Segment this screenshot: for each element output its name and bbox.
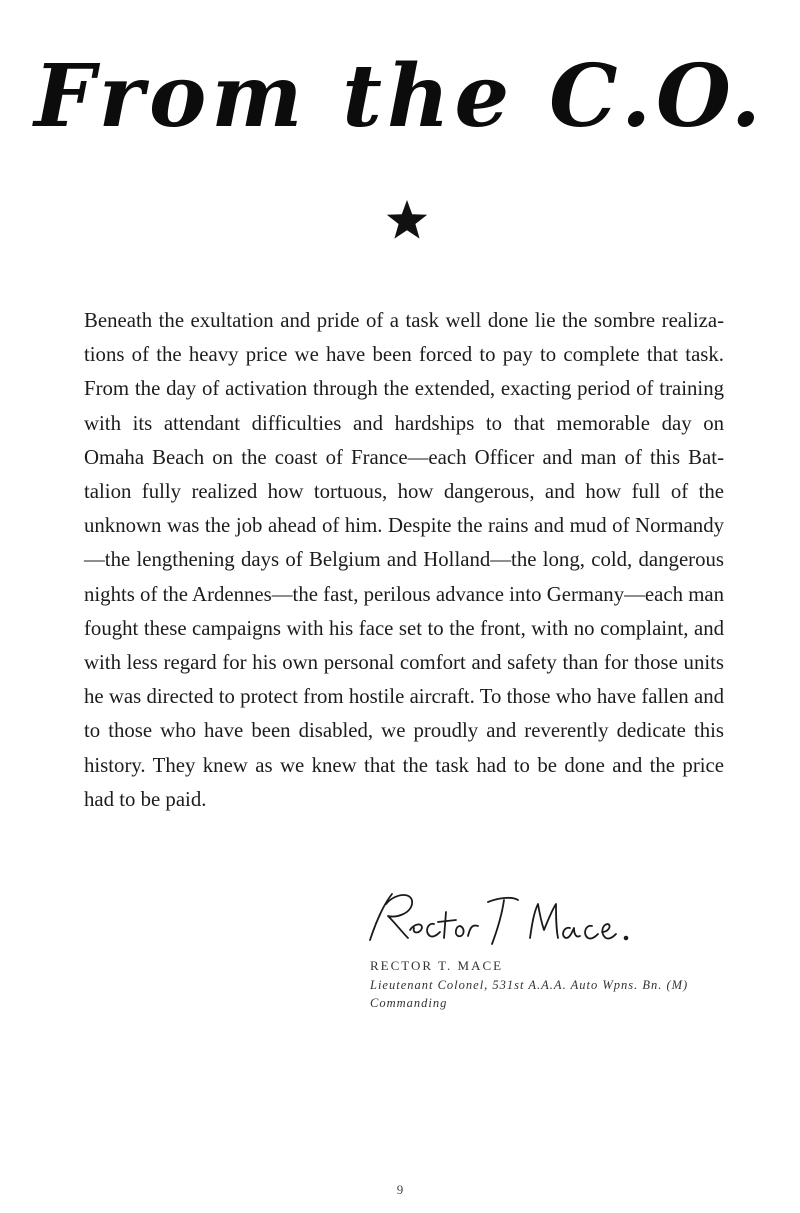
page-title: From the C.O. xyxy=(34,46,766,147)
signer-rank: Lieutenant Colonel, 531st A.A.A. Auto Wpns. Bn. (M) xyxy=(370,978,689,992)
dedication-paragraph: Beneath the exultation and pride of a task well done lie the sombre realizations of the heavy price we have been forced to pay to complete that task. From the day of activation through the extended, exacting period of training with its attendant difficulties and hardships to that memorable day on Omaha Beach on the coast of France—each Officer and man of this Battalion fully realized how tortuous, how dangerous, and how full of the unknown was the job ahead of him. Despite the rains and mud of Normandy—the lengthening days of Belgium and Holland—the long, cold, dangerous nights of the Ardennes—the fast, perilous advance into Germany—each man fought these campaigns with his face set to the front, with no complaint, and with less regard for his own personal comfort and safety than for those units he was directed to protect from hostile aircraft. To those who have fallen and to those who have been disabled, we proudly and reverently dedicate this history. They knew as we knew that the task had to be done and the price had to be paid. xyxy=(84,309,724,811)
handwritten-signature xyxy=(362,882,652,962)
page-number: 9 xyxy=(396,1182,404,1197)
signer-name: RECTOR T. MACE xyxy=(370,958,504,973)
star-icon xyxy=(385,198,429,242)
signer-block xyxy=(370,956,750,1012)
signer-role: Commanding xyxy=(370,996,448,1010)
